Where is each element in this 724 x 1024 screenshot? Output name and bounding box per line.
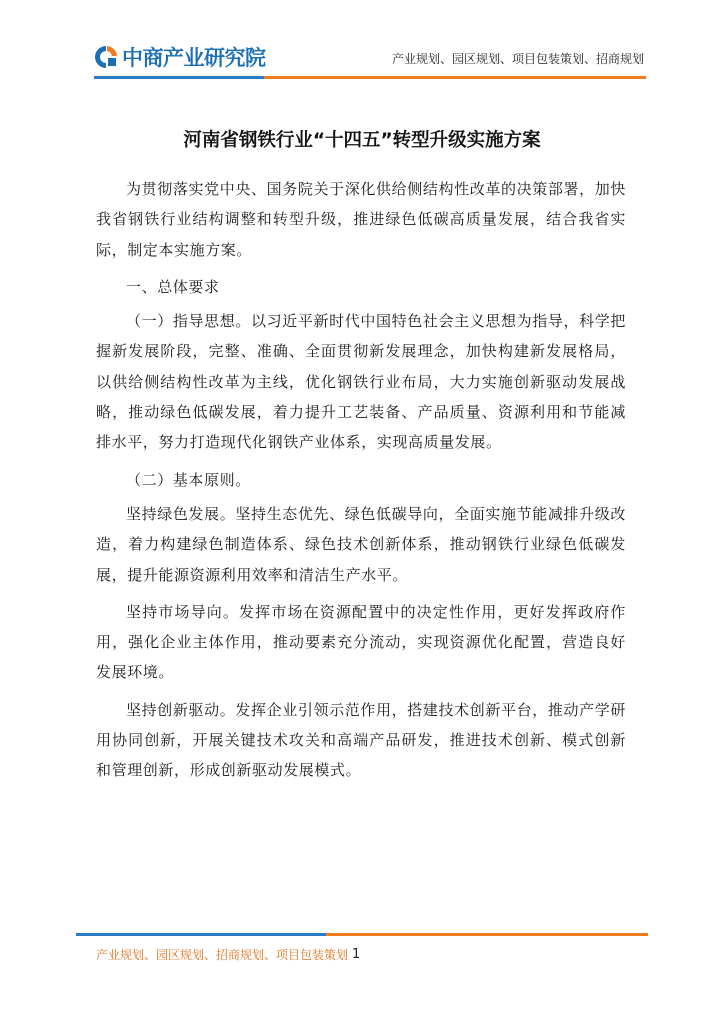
header-rule-blue — [94, 76, 264, 79]
logo-mark-icon — [92, 43, 120, 71]
subsection-heading: （二）基本原则。 — [126, 470, 251, 489]
company-logo — [92, 42, 266, 72]
page-footer — [96, 946, 360, 963]
paragraph-innovation-driven: 坚持创新驱动。发挥企业引领示范作用，搭建技术创新平台，推动产学研用协同创新，开展关键技术攻关和高端产品研发，推进技术创新、模式创新和管理创新，形成创新驱动发展模式。 — [96, 700, 626, 780]
footer-rule-orange — [326, 933, 648, 936]
paragraph-green-development: 坚持绿色发展。坚持生态优先、绿色低碳导向，全面实施节能减排升级改造，着力构建绿色制造体系、绿色技术创新体系，推动钢铁行业绿色低碳发展，提升能源资源利用效率和清洁生产水平。 — [96, 504, 626, 584]
document-title: 河南省钢铁行业“十四五”转型升级实施方案 — [183, 130, 541, 151]
paragraph-guiding-ideology: （一）指导思想。以习近平新时代中国特色社会主义思想为指导，科学把握新发展阶段，完整、准确、全面贯彻新发展理念，加快构建新发展格局，以供给侧结构性改革为主线，优化钢铁行业布局，大力实施创新驱动发展战略，推动绿色低碳发展，着力提升工艺装备、产品质量、资源利用和节能减排水平，努力打造现代化钢铁产业体系，实现高质量发展。 — [96, 312, 626, 452]
paragraph-intro: 为贯彻落实党中央、国务院关于深化供给侧结构性改革的决策部署，加快我省钢铁行业结构调整和转型升级，推进绿色低碳高质量发展，结合我省实际，制定本实施方案。 — [96, 180, 626, 259]
footer-tagline: 产业规划、园区规划、招商规划、项目包装策划 — [96, 948, 349, 962]
section-heading: 一、总体要求 — [126, 277, 220, 296]
logo-text: 中商产业研究院 — [122, 46, 266, 70]
header-rule-orange — [264, 76, 646, 79]
header-tagline: 产业规划、园区规划、项目包装策划、招商规划 — [391, 52, 644, 66]
page-header — [0, 0, 724, 82]
footer-rule-blue — [76, 933, 326, 936]
paragraph-market-orientation: 坚持市场导向。发挥市场在资源配置中的决定性作用，更好发挥政府作用，强化企业主体作用，推动要素充分流动，实现资源优化配置，营造良好发展环境。 — [96, 602, 626, 682]
page-number: 1 — [352, 947, 361, 962]
document-body — [96, 174, 626, 793]
